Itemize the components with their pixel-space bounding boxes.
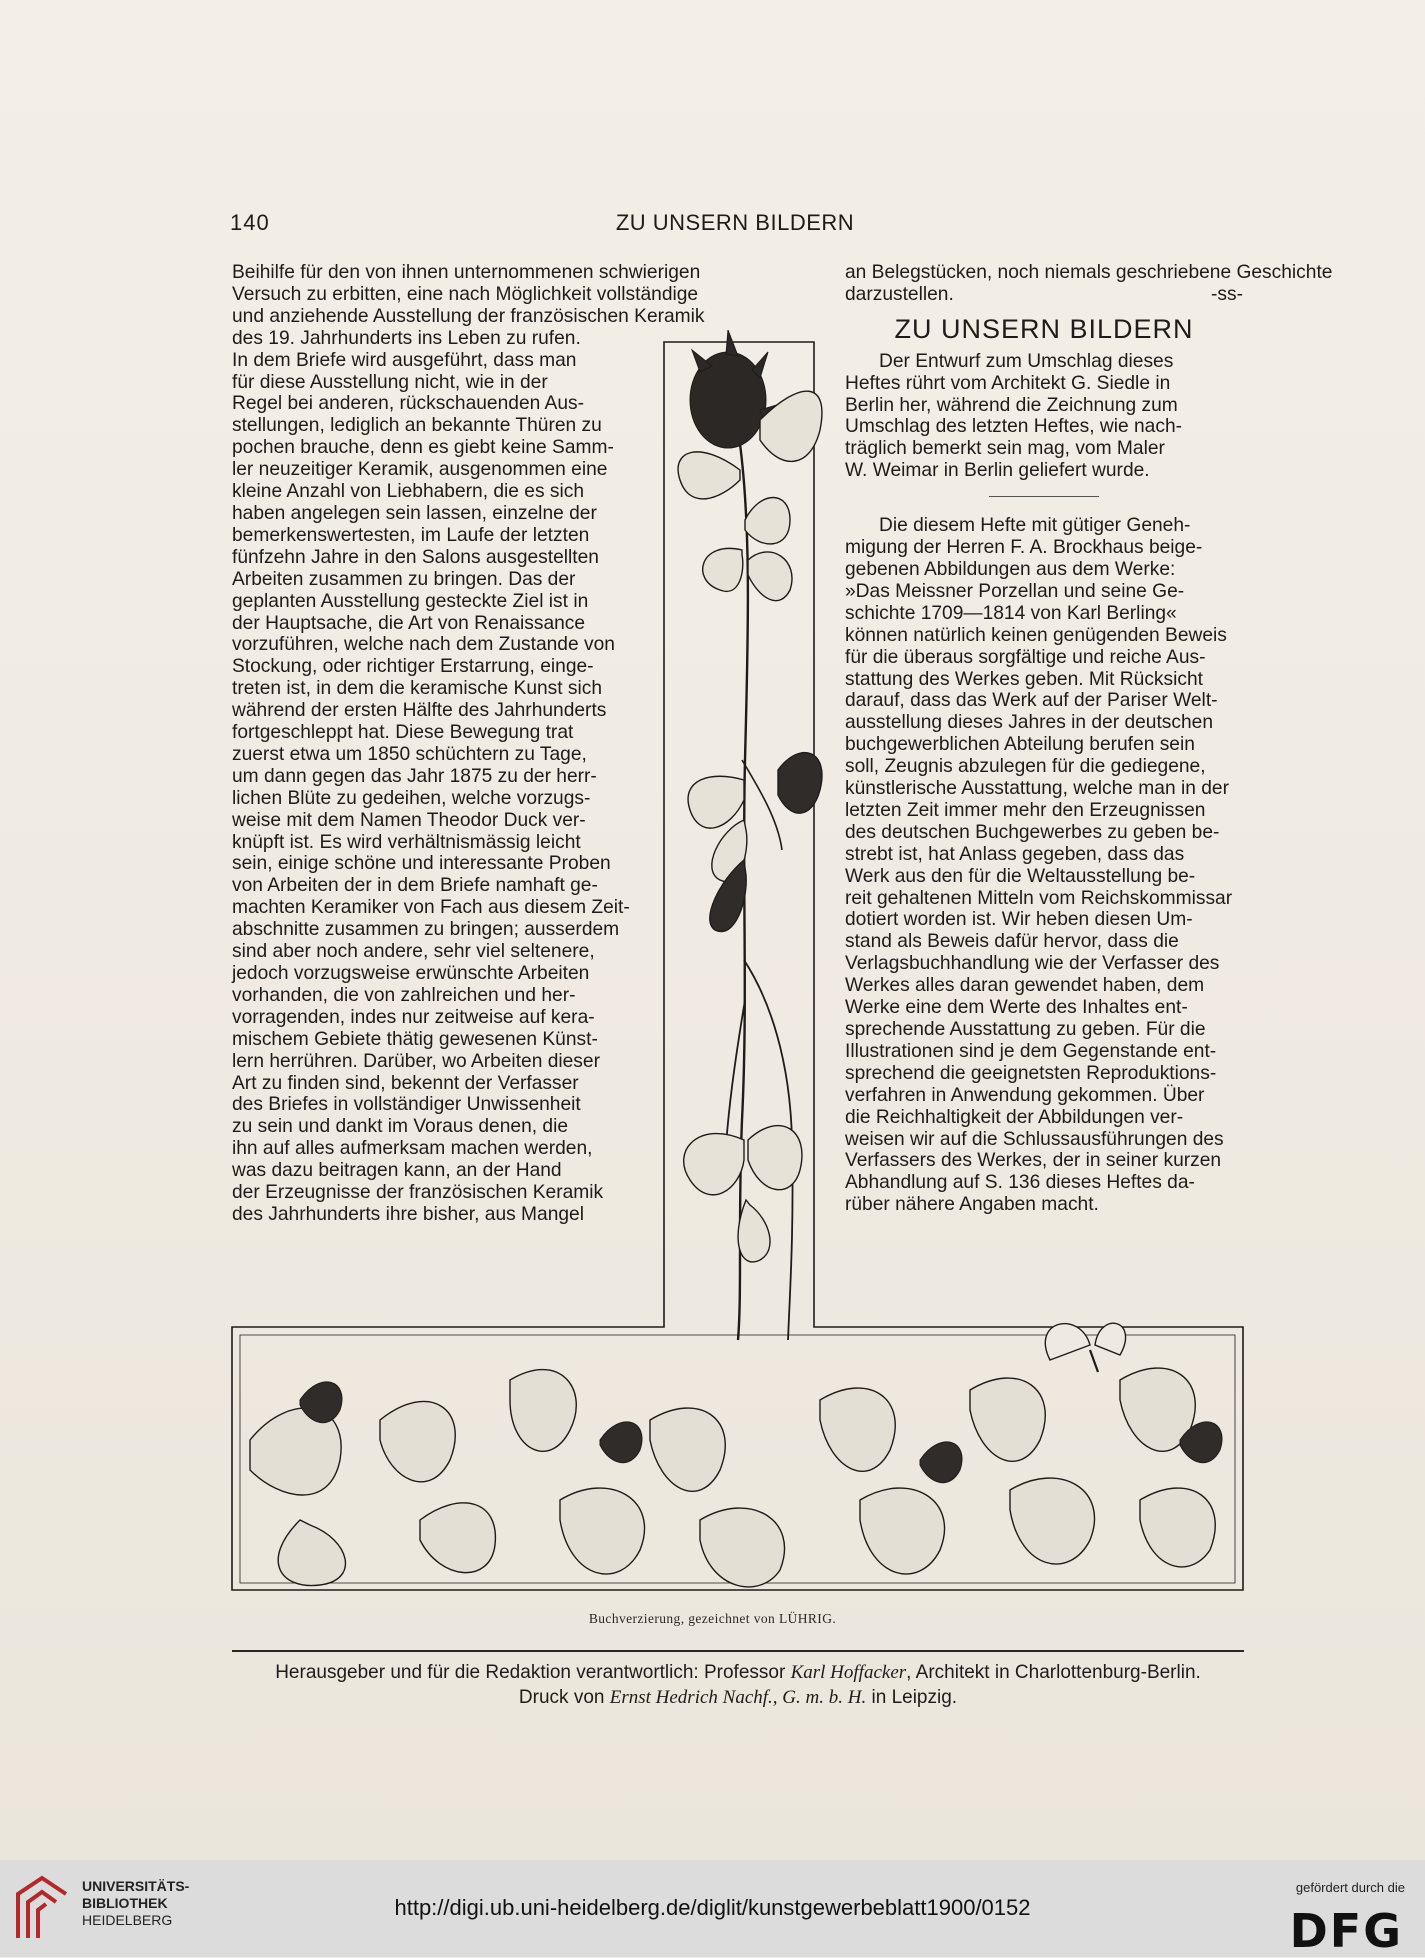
text-line: lern herrühren. Darüber, wo Arbeiten dieser: [232, 1050, 600, 1072]
library-name-line1: UNIVERSITÄTS-: [82, 1878, 190, 1894]
text-line: Stockung, oder richtiger Erstarrung, einge-: [232, 656, 594, 678]
text-line: Werke eine dem Werte des Inhaltes ent-: [845, 997, 1188, 1019]
text-line: ler neuzeitiger Keramik, ausgenommen eine: [232, 459, 608, 481]
text-line: die Reichhaltigkeit der Abbildungen ver-: [845, 1106, 1184, 1128]
author-signature: -ss-: [1211, 283, 1243, 305]
text-line: was dazu beitragen kann, an der Hand: [232, 1160, 562, 1182]
text-line: geplanten Ausstellung gesteckte Ziel ist in: [232, 590, 589, 612]
library-name-line2: BIBLIOTHEK: [82, 1895, 168, 1911]
text-line: von Arbeiten der in dem Briefe namhaft ge-: [232, 875, 598, 897]
digitization-footer: [0, 1860, 1425, 1957]
text-line: um dann gegen das Jahr 1875 zu der herr-: [232, 765, 597, 787]
illustration-caption: Buchverzierung, gezeichnet von LÜHRIG.: [588, 1611, 837, 1626]
imprint-editor-suffix: , Architekt in Charlottenburg-Berlin.: [906, 1662, 1201, 1683]
text-line: W. Weimar in Berlin geliefert wurde.: [845, 460, 1150, 482]
text-line: strebt ist, hat Anlass gegeben, dass das: [845, 843, 1185, 865]
text-line: Illustrationen sind je dem Gegenstande ent-: [845, 1040, 1217, 1062]
text-line: Arbeiten zusammen zu bringen. Das der: [232, 568, 576, 590]
text-line: dotiert worden ist. Wir heben diesen Um-: [845, 909, 1193, 931]
continuation-last-line: [845, 284, 1243, 306]
text-line: an Belegstücken, noch niemals geschriebene Geschichte: [845, 262, 1333, 283]
text-line: gebenen Abbildungen aus dem Werke:: [845, 558, 1176, 580]
text-line: Regel bei anderen, rückschauenden Aus-: [232, 393, 585, 415]
section-title: ZU UNSERN BILDERN: [894, 313, 1194, 344]
dfg-logo: DFG: [1289, 1904, 1403, 1958]
text-line: Abhandlung auf S. 136 dieses Heftes da-: [845, 1172, 1195, 1194]
left-column-narrow-lines: [232, 327, 630, 1226]
imprint-printer-name: Ernst Hedrich Nachf., G. m. b. H.: [609, 1687, 867, 1708]
text-line: Berlin her, während die Zeichnung zum: [845, 394, 1178, 416]
text-line: Umschlag des letzten Heftes, wie nach-: [845, 416, 1182, 438]
text-line: des deutschen Buchgewerbes zu geben be-: [845, 821, 1220, 843]
text-line: reit gehaltenen Mitteln vom Reichskommissar: [845, 887, 1233, 909]
text-line: des 19. Jahrhunderts ins Leben zu rufen.: [232, 327, 581, 349]
text-line: für diese Ausstellung nicht, wie in der: [232, 371, 548, 393]
text-line: fünfzehn Jahre in den Salons ausgestellten: [232, 546, 599, 568]
text-line: stellungen, lediglich an bekannte Thüren zu: [232, 415, 602, 437]
text-line: bemerkenswertesten, im Laufe der letzten: [232, 524, 590, 546]
text-line: künstlerische Ausstattung, welche man in der: [845, 778, 1229, 800]
paragraph-cover-design: [845, 351, 1243, 482]
text-line: pochen brauche, denn es giebt keine Samm-: [232, 437, 614, 459]
text-line: vorzuführen, welche nach dem Zustande von: [232, 634, 615, 656]
text-line: darzustellen.: [845, 283, 954, 305]
imprint: [232, 1660, 1244, 1710]
library-name-line3: HEIDELBERG: [82, 1912, 173, 1928]
text-line: und anziehende Ausstellung der französischen Keramik: [232, 305, 705, 327]
text-line: Werk aus den für die Weltausstellung be-: [845, 865, 1196, 887]
text-line: sprechend die geeignetsten Reproduktions-: [845, 1062, 1217, 1084]
text-line: jedoch vorzugsweise erwünschte Arbeiten: [232, 963, 590, 984]
text-line: »Das Meissner Porzellan und seine Ge-: [845, 580, 1185, 602]
imprint-rule: [232, 1650, 1244, 1652]
text-line: träglich bemerkt sein mag, vom Maler: [845, 438, 1165, 460]
text-line: vorhanden, die von zahlreichen und her-: [232, 984, 576, 1006]
text-line: In dem Briefe wird ausgeführt, dass man: [232, 349, 577, 371]
text-line: ausstellung dieses Jahres in der deutschen: [845, 712, 1213, 734]
text-line: kleine Anzahl von Liebhabern, die es sich: [232, 481, 585, 503]
text-line: haben angelegen sein lassen, einzelne der: [232, 502, 597, 524]
imprint-editor-prefix: Herausgeber und für die Redaktion verantwortlich: Professor: [275, 1662, 791, 1683]
imprint-printer-line: [232, 1685, 1244, 1710]
imprint-printer-suffix: in Leipzig.: [866, 1687, 958, 1708]
right-text-column: [845, 262, 1333, 1216]
text-line: soll, Zeugnis abzulegen für die gediegene,: [845, 756, 1206, 778]
text-line: Art zu finden sind, bekennt der Verfasser: [232, 1072, 579, 1094]
text-line: rüber nähere Angaben macht.: [845, 1194, 1099, 1216]
text-line: Die diesem Hefte mit gütiger Geneh-: [879, 515, 1191, 537]
text-line: lichen Blüte zu gedeihen, welche vorzugs-: [232, 787, 591, 809]
text-line: letzten Zeit immer mehr den Erzeugnissen: [845, 799, 1206, 821]
text-line: zuerst etwa um 1850 schüchtern zu Tage,: [232, 743, 587, 765]
text-line: vorragenden, indes nur zeitweise auf kera-: [232, 1006, 595, 1028]
text-line: verfahren in Anwendung gekommen. Über: [845, 1084, 1205, 1106]
text-line: stand als Beweis dafür hervor, dass die: [845, 931, 1179, 953]
text-line: während der ersten Hälfte des Jahrhunderts: [232, 700, 607, 722]
text-line: fortgeschleppt hat. Diese Bewegung trat: [232, 722, 574, 744]
text-line: zu sein und dankt im Voraus denen, die: [232, 1116, 569, 1138]
paragraph-meissner-illustrations: [845, 515, 1243, 1216]
text-line: des Jahrhunderts ihre bisher, aus Mangel: [232, 1203, 584, 1225]
text-line: stattung des Werkes geben. Mit Rücksicht: [845, 668, 1203, 690]
text-line: Verfassers des Werkes, der in seiner kurzen: [845, 1150, 1222, 1172]
text-line: Werkes alles daran gewendet haben, dem: [845, 975, 1205, 997]
text-line: weisen wir auf die Schlussausführungen des: [845, 1128, 1224, 1150]
section-divider: [989, 496, 1099, 497]
permalink-url[interactable]: http://digi.ub.uni-heidelberg.de/diglit/kunstgewerbeblatt1900/0152: [394, 1895, 1031, 1920]
imprint-printer-prefix: Druck von: [518, 1687, 610, 1708]
text-line: mischem Gebiete thätig gewesenen Künst-: [232, 1028, 598, 1050]
continuation-paragraph: [845, 262, 1333, 306]
text-line: Der Entwurf zum Umschlag dieses: [879, 350, 1174, 372]
text-line: Beihilfe für den von ihnen unternommenen schwierigen: [232, 262, 701, 283]
text-line: Versuch zu erbitten, eine nach Möglichkeit vollständige: [232, 283, 699, 305]
running-title: ZU UNSERN BILDERN: [615, 210, 855, 235]
text-line: weise mit dem Namen Theodor Duck ver-: [232, 809, 586, 831]
imprint-editor-line: [232, 1660, 1244, 1685]
text-line: schichte 1709—1814 von Karl Berling«: [845, 602, 1177, 624]
running-header: [230, 210, 1240, 240]
text-line: sprechende Ausstattung zu geben. Für die: [845, 1019, 1206, 1040]
text-line: für die überaus sorgfältige und reiche Aus-: [845, 646, 1206, 668]
text-line: abschnitte zusammen zu bringen; ausserdem: [232, 919, 620, 941]
funding-note: gefördert durch die: [1295, 1880, 1405, 1895]
text-line: machten Keramiker von Fach aus diesem Zeit-: [232, 897, 630, 919]
text-line: können natürlich keinen genügenden Beweis: [845, 624, 1227, 646]
left-text-column: [232, 262, 732, 1226]
imprint-editor-name: Karl Hoffacker: [790, 1662, 907, 1683]
text-line: Verlagsbuchhandlung wie der Verfasser des: [845, 953, 1220, 975]
text-line: der Erzeugnisse der französischen Keramik: [232, 1182, 604, 1204]
text-line: migung der Herren F. A. Brockhaus beige-: [845, 537, 1203, 559]
text-line: buchgewerblichen Abteilung berufen sein: [845, 734, 1195, 756]
left-column-full-width-lines: [232, 262, 732, 328]
page-number: 140: [230, 210, 270, 235]
text-line: treten ist, in dem die keramische Kunst sich: [232, 678, 603, 700]
text-line: der Hauptsache, die Art von Renaissance: [232, 612, 586, 634]
text-line: sein, einige schöne und interessante Proben: [232, 853, 611, 875]
text-line: knüpft ist. Es wird verhältnismässig leicht: [232, 831, 581, 853]
text-line: des Briefes in vollständiger Unwissenheit: [232, 1094, 581, 1116]
text-line: sind aber noch andere, sehr viel seltenere,: [232, 941, 595, 963]
text-line: Heftes rührt vom Architekt G. Siedle in: [845, 372, 1171, 394]
text-line: ihn auf alles aufmerksam machen werden,: [232, 1138, 593, 1160]
text-line: darauf, dass das Werk auf der Pariser Welt-: [845, 690, 1218, 712]
